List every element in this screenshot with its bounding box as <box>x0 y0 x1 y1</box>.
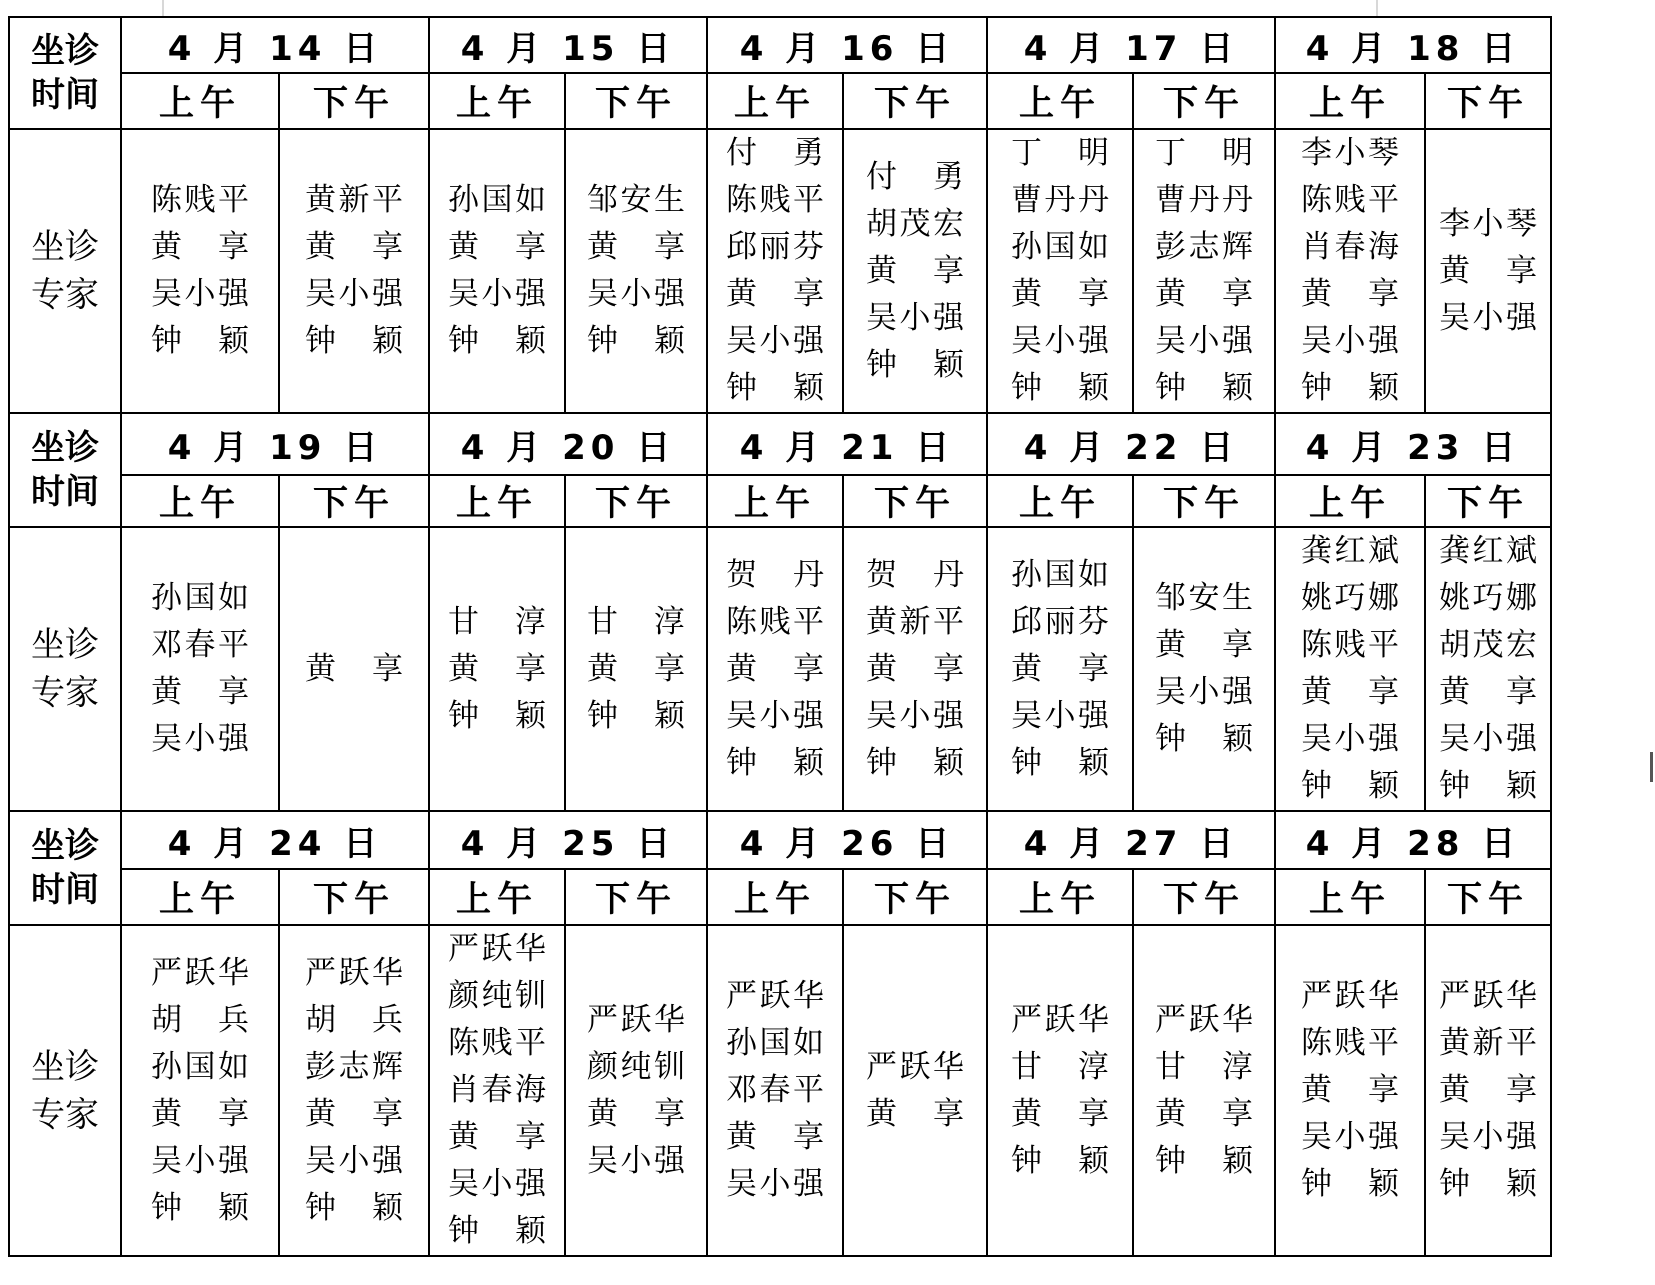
expert-name: 严跃华 <box>151 954 249 991</box>
expert-name: 龚红斌 <box>1301 533 1399 569</box>
expert-list <box>1155 575 1253 763</box>
afternoon-header: 下午 <box>843 869 987 925</box>
expert-name: 陈贱平 <box>1301 627 1399 663</box>
expert-name: 胡茂宏 <box>1439 627 1537 663</box>
morning-experts-cell <box>987 129 1133 413</box>
expert-name: 彭志辉 <box>305 1048 403 1085</box>
time-label-line1: 坐诊 <box>31 826 99 866</box>
time-label-line2: 时间 <box>31 472 99 512</box>
expert-label-cell <box>9 925 121 1256</box>
time-label-line1: 坐诊 <box>31 428 99 468</box>
afternoon-experts-cell <box>843 925 987 1256</box>
afternoon-experts-cell <box>843 527 987 811</box>
expert-name: 黄 享 <box>726 276 824 312</box>
expert-list <box>305 646 403 693</box>
expert-name: 黄 享 <box>866 1095 964 1132</box>
expert-name: 李小琴 <box>1439 205 1537 242</box>
expert-name: 吴小强 <box>587 1142 685 1179</box>
morning-header: 上午 <box>707 475 843 527</box>
afternoon-header: 下午 <box>1425 73 1551 129</box>
afternoon-header: 下午 <box>565 475 707 527</box>
afternoon-experts-cell <box>279 925 429 1256</box>
expert-list <box>151 950 249 1232</box>
expert-list <box>151 177 249 365</box>
expert-name: 严跃华 <box>1155 1001 1253 1038</box>
expert-list <box>305 177 403 365</box>
expert-name: 吴小强 <box>151 1142 249 1179</box>
expert-name: 吴小强 <box>726 1166 824 1202</box>
date-row <box>9 17 1551 73</box>
expert-name: 钟 颖 <box>1439 1166 1537 1202</box>
afternoon-experts-cell <box>1425 129 1551 413</box>
expert-list <box>866 1044 964 1138</box>
morning-header: 上午 <box>1275 73 1425 129</box>
expert-name: 陈贱平 <box>448 1025 546 1061</box>
expert-name: 严跃华 <box>1439 978 1537 1014</box>
date-header: 4 月 23 日 <box>1275 413 1551 475</box>
afternoon-experts-cell <box>843 129 987 413</box>
expert-name: 吴小强 <box>726 697 824 734</box>
expert-label-line2: 专家 <box>31 1094 99 1135</box>
expert-name: 黄 享 <box>866 252 964 289</box>
afternoon-header: 下午 <box>1133 73 1275 129</box>
morning-experts-cell <box>429 527 565 811</box>
expert-name: 陈贱平 <box>1301 1025 1399 1061</box>
expert-name: 吴小强 <box>726 323 824 359</box>
afternoon-experts-cell <box>279 129 429 413</box>
expert-name: 钟 颖 <box>151 323 249 359</box>
afternoon-header: 下午 <box>279 869 429 925</box>
expert-name: 丁 明 <box>1155 135 1253 171</box>
expert-name: 黄 享 <box>1439 674 1537 710</box>
expert-name: 姚巧娜 <box>1301 580 1399 616</box>
date-header: 4 月 28 日 <box>1275 811 1551 869</box>
expert-name: 黄 享 <box>1011 1095 1109 1132</box>
afternoon-header: 下午 <box>843 475 987 527</box>
expert-name: 陈贱平 <box>151 182 249 218</box>
expert-name: 吴小强 <box>866 299 964 336</box>
expert-name: 陈贱平 <box>726 182 824 218</box>
expert-list <box>1011 130 1109 412</box>
expert-name: 严跃华 <box>1301 978 1399 1014</box>
expert-name: 吴小强 <box>305 276 403 312</box>
afternoon-header: 下午 <box>565 73 707 129</box>
morning-header: 上午 <box>429 869 565 925</box>
expert-name: 龚红斌 <box>1439 533 1537 569</box>
morning-experts-cell <box>121 527 279 811</box>
expert-list <box>1155 130 1253 412</box>
expert-name: 黄 享 <box>1439 1072 1537 1108</box>
morning-experts-cell <box>707 527 843 811</box>
expert-name: 黄 享 <box>726 650 824 687</box>
expert-list <box>1301 973 1399 1208</box>
expert-list <box>726 973 824 1208</box>
expert-name: 黄新平 <box>1439 1025 1537 1061</box>
expert-name: 肖春海 <box>448 1072 546 1108</box>
expert-name: 钟 颖 <box>151 1189 249 1226</box>
expert-name: 吴小强 <box>1301 323 1399 359</box>
expert-name: 黄 享 <box>448 229 546 265</box>
expert-name: 邹安生 <box>1155 580 1253 616</box>
afternoon-experts-cell <box>565 129 707 413</box>
morning-header: 上午 <box>707 73 843 129</box>
expert-name: 孙国如 <box>448 182 546 218</box>
afternoon-header: 下午 <box>279 73 429 129</box>
morning-experts-cell <box>121 129 279 413</box>
afternoon-experts-cell <box>1133 527 1275 811</box>
expert-list <box>448 599 546 740</box>
afternoon-header: 下午 <box>843 73 987 129</box>
expert-name: 钟 颖 <box>448 323 546 359</box>
morning-experts-cell <box>1275 129 1425 413</box>
date-header: 4 月 22 日 <box>987 413 1275 475</box>
expert-name: 黄 享 <box>1301 674 1399 710</box>
expert-name: 彭志辉 <box>1155 229 1253 265</box>
morning-header: 上午 <box>987 475 1133 527</box>
expert-name: 吴小强 <box>1155 674 1253 710</box>
time-label-line2: 时间 <box>31 75 99 115</box>
expert-name: 吴小强 <box>151 721 249 757</box>
expert-name: 邓春平 <box>151 627 249 663</box>
expert-name: 贺 丹 <box>866 556 964 593</box>
date-header: 4 月 17 日 <box>987 17 1275 73</box>
time-label-cell <box>9 413 121 527</box>
date-row <box>9 811 1551 869</box>
expert-name: 吴小强 <box>1439 299 1537 336</box>
expert-name: 钟 颖 <box>1011 1142 1109 1179</box>
expert-name: 黄新平 <box>305 182 403 218</box>
expert-name: 严跃华 <box>1011 1001 1109 1038</box>
expert-name: 吴小强 <box>151 276 249 312</box>
afternoon-experts-cell <box>565 527 707 811</box>
expert-name: 吴小强 <box>1439 721 1537 757</box>
expert-name: 钟 颖 <box>726 370 824 406</box>
expert-name: 吴小强 <box>305 1142 403 1179</box>
expert-name: 钟 颖 <box>587 697 685 734</box>
expert-name: 黄 享 <box>587 650 685 687</box>
morning-header: 上午 <box>707 869 843 925</box>
half-day-row <box>9 869 1551 925</box>
expert-name: 孙国如 <box>1011 229 1109 265</box>
date-header: 4 月 25 日 <box>429 811 707 869</box>
expert-name: 钟 颖 <box>1155 370 1253 406</box>
expert-name: 严跃华 <box>726 978 824 1014</box>
page-edge-mark <box>1650 752 1653 782</box>
expert-name: 吴小强 <box>1439 1119 1537 1155</box>
time-label-cell <box>9 811 121 925</box>
expert-name: 黄 享 <box>1301 1072 1399 1108</box>
date-header: 4 月 21 日 <box>707 413 987 475</box>
expert-name: 黄 享 <box>1155 1095 1253 1132</box>
afternoon-experts-cell <box>1425 527 1551 811</box>
expert-name: 孙国如 <box>151 580 249 616</box>
afternoon-experts-cell <box>279 527 429 811</box>
expert-name: 黄 享 <box>1155 276 1253 312</box>
afternoon-header: 下午 <box>1133 869 1275 925</box>
time-label-line2: 时间 <box>31 870 99 910</box>
date-header: 4 月 15 日 <box>429 17 707 73</box>
expert-name: 黄 享 <box>151 674 249 710</box>
expert-name: 颜纯钏 <box>587 1048 685 1085</box>
expert-list <box>726 552 824 787</box>
morning-header: 上午 <box>121 475 279 527</box>
expert-list <box>448 926 546 1255</box>
expert-name: 曹丹丹 <box>1011 182 1109 218</box>
morning-experts-cell <box>429 129 565 413</box>
expert-name: 钟 颖 <box>448 697 546 734</box>
expert-name: 曹丹丹 <box>1155 182 1253 218</box>
expert-name: 孙国如 <box>151 1048 249 1085</box>
expert-list <box>1155 997 1253 1185</box>
time-label-cell <box>9 17 121 129</box>
date-header: 4 月 19 日 <box>121 413 429 475</box>
expert-list <box>1301 130 1399 412</box>
expert-name: 黄新平 <box>866 603 964 640</box>
expert-name: 严跃华 <box>587 1001 685 1038</box>
expert-name: 黄 享 <box>151 229 249 265</box>
expert-name: 吴小强 <box>1011 323 1109 359</box>
expert-name: 钟 颖 <box>726 744 824 781</box>
expert-list <box>1439 973 1537 1208</box>
afternoon-header: 下午 <box>1425 869 1551 925</box>
expert-list <box>1011 997 1109 1185</box>
expert-list <box>448 177 546 365</box>
date-row <box>9 413 1551 475</box>
expert-name: 邹安生 <box>587 182 685 218</box>
expert-name: 邱丽芬 <box>1011 603 1109 640</box>
expert-name: 黄 享 <box>587 229 685 265</box>
expert-name: 钟 颖 <box>305 1189 403 1226</box>
morning-experts-cell <box>429 925 565 1256</box>
expert-label-line2: 专家 <box>31 275 99 315</box>
expert-name: 邱丽芬 <box>726 229 824 265</box>
expert-name: 黄 享 <box>726 1119 824 1155</box>
page-edge-mark <box>162 0 164 16</box>
expert-name: 陈贱平 <box>1301 182 1399 218</box>
expert-name: 甘 淳 <box>448 603 546 640</box>
expert-name: 孙国如 <box>1011 556 1109 593</box>
experts-row <box>9 925 1551 1256</box>
expert-name: 邓春平 <box>726 1072 824 1108</box>
morning-experts-cell <box>1275 527 1425 811</box>
expert-name: 黄 享 <box>1155 627 1253 663</box>
expert-list <box>726 130 824 412</box>
expert-name: 钟 颖 <box>1011 370 1109 406</box>
expert-list <box>866 552 964 787</box>
experts-row <box>9 527 1551 811</box>
morning-experts-cell <box>121 925 279 1256</box>
expert-name: 黄 享 <box>1439 252 1537 289</box>
expert-list <box>587 997 685 1185</box>
expert-name: 李小琴 <box>1301 135 1399 171</box>
date-header: 4 月 20 日 <box>429 413 707 475</box>
morning-header: 上午 <box>987 73 1133 129</box>
expert-name: 严跃华 <box>866 1048 964 1085</box>
morning-experts-cell <box>987 925 1133 1256</box>
expert-name: 丁 明 <box>1011 135 1109 171</box>
expert-name: 胡 兵 <box>151 1001 249 1038</box>
morning-header: 上午 <box>987 869 1133 925</box>
clinic-schedule-table <box>8 16 1552 1257</box>
page-edge-mark <box>1376 0 1378 16</box>
half-day-row <box>9 73 1551 129</box>
expert-list <box>1439 201 1537 342</box>
expert-name: 黄 享 <box>448 1119 546 1155</box>
expert-name: 钟 颖 <box>1301 1166 1399 1202</box>
expert-name: 钟 颖 <box>1301 370 1399 406</box>
expert-name: 吴小强 <box>448 1166 546 1202</box>
expert-name: 黄 享 <box>305 1095 403 1132</box>
expert-name: 黄 享 <box>866 650 964 687</box>
expert-name: 黄 享 <box>305 229 403 265</box>
date-header: 4 月 24 日 <box>121 811 429 869</box>
morning-header: 上午 <box>1275 475 1425 527</box>
afternoon-header: 下午 <box>565 869 707 925</box>
expert-name: 付 勇 <box>866 158 964 195</box>
expert-name: 黄 享 <box>1011 650 1109 687</box>
afternoon-experts-cell <box>1133 925 1275 1256</box>
expert-list <box>305 950 403 1232</box>
expert-list <box>587 177 685 365</box>
expert-list <box>1011 552 1109 787</box>
date-header: 4 月 27 日 <box>987 811 1275 869</box>
afternoon-header: 下午 <box>279 475 429 527</box>
expert-name: 钟 颖 <box>1011 744 1109 781</box>
expert-name: 甘 淳 <box>1011 1048 1109 1085</box>
expert-name: 吴小强 <box>1301 721 1399 757</box>
morning-experts-cell <box>707 129 843 413</box>
experts-row <box>9 129 1551 413</box>
expert-label-line1: 坐诊 <box>31 227 99 267</box>
expert-name: 孙国如 <box>726 1025 824 1061</box>
expert-name: 钟 颖 <box>1155 1142 1253 1179</box>
expert-list <box>866 154 964 389</box>
expert-name: 黄 享 <box>151 1095 249 1132</box>
expert-list <box>1439 528 1537 810</box>
expert-name: 吴小强 <box>1301 1119 1399 1155</box>
expert-name: 颜纯钏 <box>448 978 546 1014</box>
expert-name: 钟 颖 <box>866 744 964 781</box>
expert-label-line1: 坐诊 <box>31 1046 99 1087</box>
afternoon-header: 下午 <box>1425 475 1551 527</box>
afternoon-experts-cell <box>1133 129 1275 413</box>
expert-name: 黄 享 <box>448 650 546 687</box>
expert-name: 严跃华 <box>305 954 403 991</box>
afternoon-experts-cell <box>1425 925 1551 1256</box>
half-day-row <box>9 475 1551 527</box>
afternoon-experts-cell <box>565 925 707 1256</box>
expert-name: 钟 颖 <box>1155 721 1253 757</box>
morning-header: 上午 <box>121 869 279 925</box>
time-label-line1: 坐诊 <box>31 31 99 71</box>
expert-label-cell <box>9 129 121 413</box>
expert-name: 吴小强 <box>1155 323 1253 359</box>
expert-name: 吴小强 <box>1011 697 1109 734</box>
morning-experts-cell <box>1275 925 1425 1256</box>
expert-name: 肖春海 <box>1301 229 1399 265</box>
expert-list <box>587 599 685 740</box>
expert-name: 黄 享 <box>587 1095 685 1132</box>
morning-header: 上午 <box>121 73 279 129</box>
expert-name: 严跃华 <box>448 931 546 967</box>
expert-name: 陈贱平 <box>726 603 824 640</box>
expert-name: 姚巧娜 <box>1439 580 1537 616</box>
expert-name: 钟 颖 <box>866 346 964 383</box>
expert-name: 钟 颖 <box>448 1213 546 1249</box>
afternoon-header: 下午 <box>1133 475 1275 527</box>
expert-name: 付 勇 <box>726 135 824 171</box>
expert-name: 黄 享 <box>1301 276 1399 312</box>
expert-name: 吴小强 <box>866 697 964 734</box>
date-header: 4 月 26 日 <box>707 811 987 869</box>
expert-name: 吴小强 <box>448 276 546 312</box>
expert-name: 胡 兵 <box>305 1001 403 1038</box>
expert-name: 黄 享 <box>305 650 403 687</box>
expert-label-cell <box>9 527 121 811</box>
morning-header: 上午 <box>429 475 565 527</box>
morning-experts-cell <box>707 925 843 1256</box>
date-header: 4 月 18 日 <box>1275 17 1551 73</box>
expert-name: 甘 淳 <box>1155 1048 1253 1085</box>
date-header: 4 月 14 日 <box>121 17 429 73</box>
morning-header: 上午 <box>1275 869 1425 925</box>
morning-experts-cell <box>987 527 1133 811</box>
expert-name: 钟 颖 <box>587 323 685 359</box>
expert-name: 钟 颖 <box>1439 768 1537 804</box>
expert-name: 钟 颖 <box>305 323 403 359</box>
expert-name: 黄 享 <box>1011 276 1109 312</box>
expert-label-line2: 专家 <box>31 673 99 713</box>
expert-list <box>1301 528 1399 810</box>
expert-list <box>151 575 249 763</box>
expert-name: 吴小强 <box>587 276 685 312</box>
expert-name: 贺 丹 <box>726 556 824 593</box>
morning-header: 上午 <box>429 73 565 129</box>
expert-name: 胡茂宏 <box>866 205 964 242</box>
expert-name: 钟 颖 <box>1301 768 1399 804</box>
date-header: 4 月 16 日 <box>707 17 987 73</box>
expert-label-line1: 坐诊 <box>31 625 99 665</box>
expert-name: 甘 淳 <box>587 603 685 640</box>
